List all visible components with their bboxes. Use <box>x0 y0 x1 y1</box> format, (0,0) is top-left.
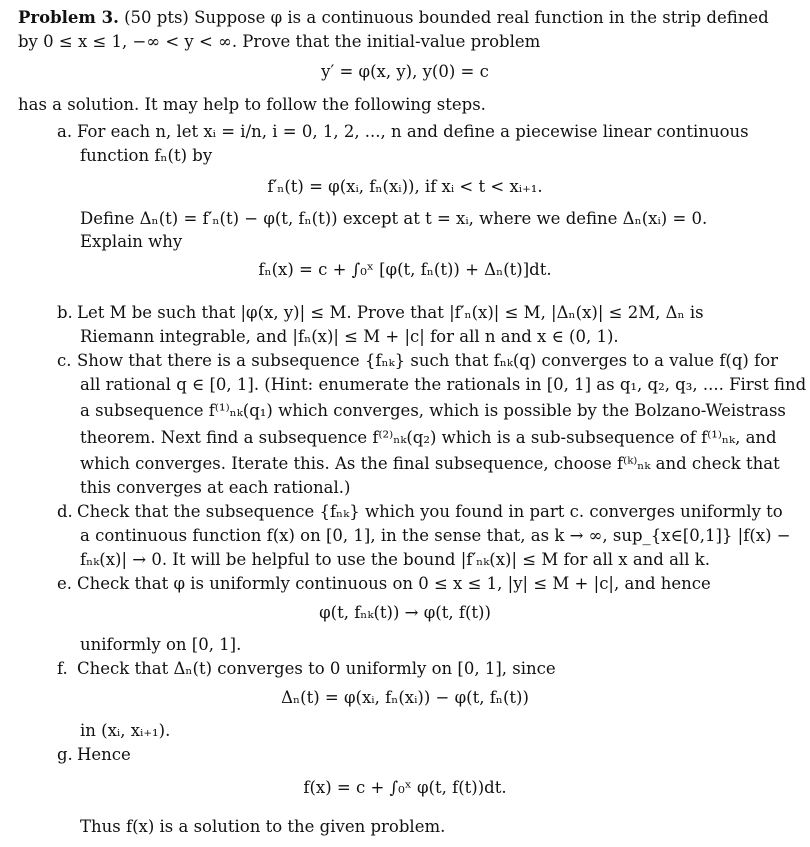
step-a-line-1 <box>57 121 749 143</box>
step-d-line-2: a continuous function f(x) on [0, 1], in the sense that, as k → ∞, sup_{x∈[0,1]} |f(x) − <box>80 526 791 545</box>
step-c-line-1 <box>57 350 778 372</box>
step-g-equation: f(x) = c + ∫₀ˣ φ(t, f(t))dt. <box>303 778 507 797</box>
step-e-label: e. <box>57 574 73 593</box>
step-a-line-2: function fₙ(t) by <box>80 146 213 165</box>
problem-label: Problem 3. <box>18 8 119 27</box>
step-c-text-1: Show that there is a subsequence {fₙₖ} such that fₙₖ(q) converges to a value f(q) for <box>77 351 779 370</box>
step-b-label: b. <box>57 303 73 322</box>
step-g-label: g. <box>57 745 73 764</box>
ivp-equation: y′ = φ(x, y), y(0) = c <box>321 62 489 81</box>
step-e-line-2: uniformly on [0, 1]. <box>80 635 242 654</box>
step-b-line-2: Riemann integrable, and |fₙ(x)| ≤ M + |c| for all n and x ∈ (0, 1). <box>80 327 619 346</box>
step-f-line-2: in (xᵢ, xᵢ₊₁). <box>80 721 171 740</box>
step-g-text-1: Hence <box>77 745 131 764</box>
step-a-label: a. <box>57 122 73 141</box>
step-a-line-3: Define Δₙ(t) = f′ₙ(t) − φ(t, fₙ(t)) except at t = xᵢ, where we define Δₙ(xᵢ) = 0. <box>80 209 708 228</box>
step-a-equation-2: fₙ(x) = c + ∫₀ˣ [φ(t, fₙ(t)) + Δₙ(t)]dt. <box>258 260 552 279</box>
step-b-line-1 <box>57 302 704 324</box>
step-e-text-1: Check that φ is uniformly continuous on 0 ≤ x ≤ 1, |y| ≤ M + |c|, and hence <box>77 574 711 593</box>
problem-line-2: by 0 ≤ x ≤ 1, −∞ < y < ∞. Prove that the initial-value problem <box>18 32 541 51</box>
step-f-text-1: Check that Δₙ(t) converges to 0 uniformly on [0, 1], since <box>77 659 556 678</box>
step-d-line-1 <box>57 501 783 523</box>
step-e-line-1 <box>57 573 711 595</box>
step-c-line-6: this converges at each rational.) <box>80 478 351 497</box>
step-c-line-4: theorem. Next find a subsequence f⁽²⁾ₙₖ(q₂) which is a sub-subsequence of f⁽¹⁾ₙₖ, and <box>80 428 777 447</box>
step-f-line-1 <box>57 658 556 680</box>
step-c-line-2: all rational q ∈ [0, 1]. (Hint: enumerate the rationals in [0, 1] as q₁, q₂, q₃, .... First find <box>80 375 807 394</box>
step-c-label: c. <box>57 351 72 370</box>
problem-intro: has a solution. It may help to follow the following steps. <box>18 95 486 114</box>
step-a-equation-1: f′ₙ(t) = φ(xᵢ, fₙ(xᵢ)), if xᵢ < t < xᵢ₊₁. <box>267 177 543 196</box>
step-c-line-5: which converges. Iterate this. As the final subsequence, choose f⁽ᵏ⁾ₙₖ and check that <box>80 454 780 473</box>
step-e-equation: φ(t, fₙₖ(t)) → φ(t, f(t)) <box>319 603 491 622</box>
step-d-line-3: fₙₖ(x)| → 0. It will be helpful to use the bound |f′ₙₖ(x)| ≤ M for all x and all k. <box>80 550 710 569</box>
step-d-text-1: Check that the subsequence {fₙₖ} which you found in part c. converges uniformly to <box>77 502 783 521</box>
step-a-text-1: For each n, let xᵢ = i/n, i = 0, 1, 2, ..., n and define a piecewise linear continuous <box>77 122 749 141</box>
problem-header-text: (50 pts) Suppose φ is a continuous bounded real function in the strip defined <box>124 8 769 27</box>
step-f-label: f. <box>57 659 68 678</box>
step-b-text-1: Let M be such that |φ(x, y)| ≤ M. Prove that |f′ₙ(x)| ≤ M, |Δₙ(x)| ≤ 2M, Δₙ is <box>77 303 704 322</box>
step-a-line-4: Explain why <box>80 232 183 251</box>
step-f-equation: Δₙ(t) = φ(xᵢ, fₙ(xᵢ)) − φ(t, fₙ(t)) <box>281 688 529 707</box>
step-c-line-3: a subsequence f⁽¹⁾ₙₖ(q₁) which converges, which is possible by the Bolzano-Weistrass <box>80 401 786 420</box>
problem-header <box>18 7 769 29</box>
step-d-label: d. <box>57 502 73 521</box>
step-g-line-2: Thus f(x) is a solution to the given problem. <box>80 817 446 836</box>
step-g-line-1 <box>57 744 131 766</box>
